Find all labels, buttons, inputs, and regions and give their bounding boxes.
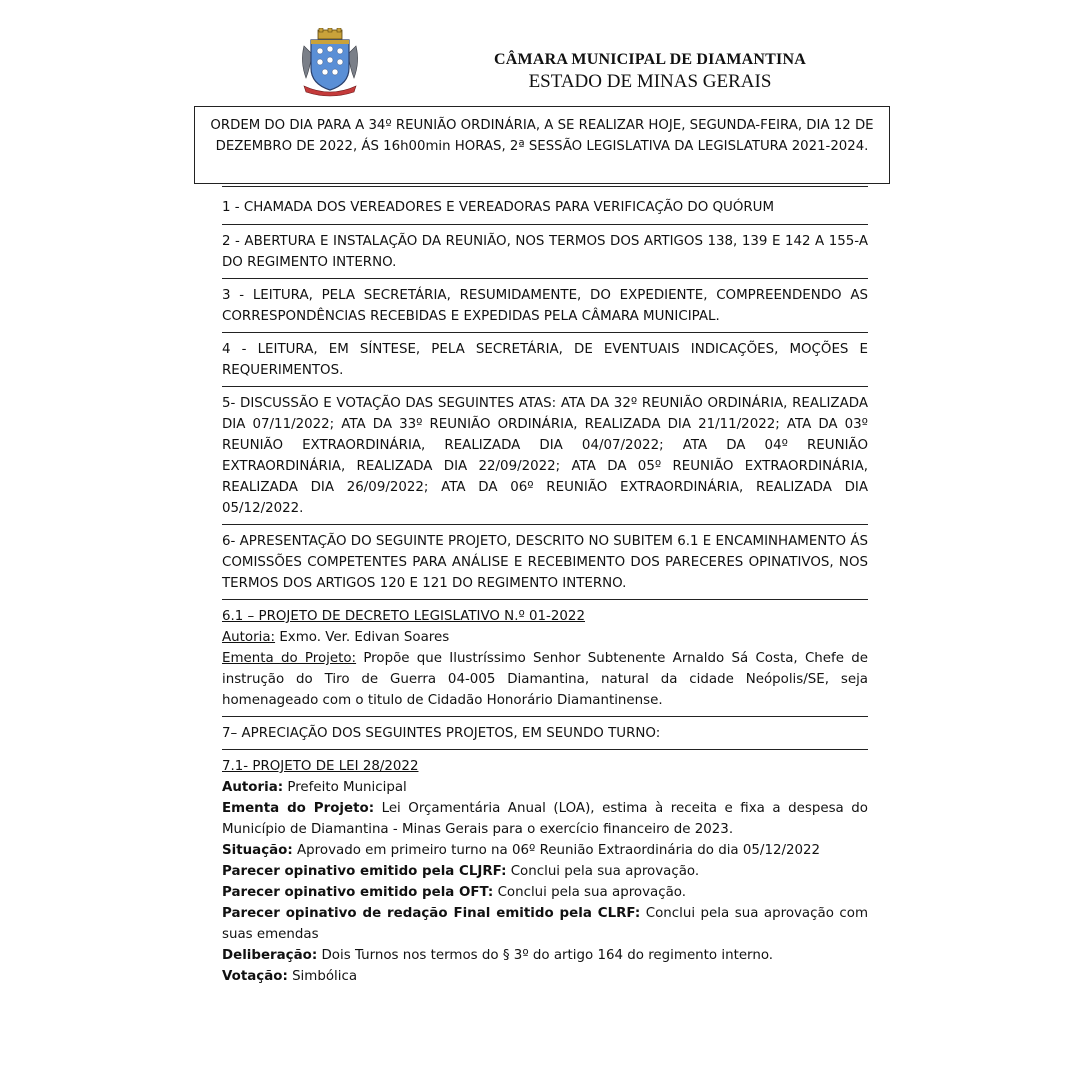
project-6-1-autoria — [222, 627, 868, 648]
project-7-1-title: 7.1- PROJETO DE LEI 28/2022 — [222, 759, 419, 774]
project-7-1-ementa — [222, 798, 868, 840]
project-7-1-deliberacao — [222, 945, 868, 966]
autoria-label: Autoria: — [222, 780, 284, 795]
divider — [222, 224, 868, 225]
agenda-item-5: 5- DISCUSSÃO E VOTAÇÃO DAS SEGUINTES ATAS: ATA DA 32º REUNIÃO ORDINÁRIA, REALIZADA DIA 07/11/2022; ATA DA 33º REUNIÃO ORDINÁRIA, REALIZADA DIA 21/11/2022; ATA DA 03º REUNIÃO EXTRAORDINÁRIA, REALIZADA DIA 04/07/2022; ATA DA 04º REUNIÃO EXTRAORDINÁRIA, REALIZADA DIA 22/09/2022; ATA DA 05º REUNIÃO EXTRAORDINÁRIA, REALIZADA DIA 26/09/2022; ATA DA 06º REUNIÃO EXTRAORDINÁRIA, REALIZADA DIA 05/12/2022. — [222, 396, 868, 516]
agenda-item-2: 2 - ABERTURA E INSTALAÇÃO DA REUNIÃO, NOS TERMOS DOS ARTIGOS 138, 139 E 142 A 155-A DO REGIMENTO INTERNO. — [222, 234, 868, 270]
municipal-coat-of-arms-icon — [298, 28, 362, 98]
project-7-1-oft — [222, 882, 868, 903]
deliberacao-value: Dois Turnos nos termos do § 3º do artigo 164 do regimento interno. — [321, 948, 774, 963]
project-7-1-autoria — [222, 777, 868, 798]
clrf-label: Parecer opinativo de redação Final emitido pela CLRF: — [222, 906, 641, 921]
cljrf-label: Parecer opinativo emitido pela CLJRF: — [222, 864, 507, 879]
agenda-item-3: 3 - LEITURA, PELA SECRETÁRIA, RESUMIDAMENTE, DO EXPEDIENTE, COMPREENDENDO AS CORRESPONDÊNCIAS RECEBIDAS E EXPEDIDAS PELA CÂMARA MUNICIPAL. — [222, 288, 868, 324]
state-name: ESTADO DE MINAS GERAIS — [528, 71, 772, 92]
autoria-label: Autoria: — [222, 630, 276, 645]
agenda-content — [222, 186, 868, 987]
divider — [222, 749, 868, 750]
institution-name: CÂMARA MUNICIPAL DE DIAMANTINA — [494, 51, 806, 68]
ementa-value: Propõe que Ilustríssimo Senhor Subtenente Arnaldo Sá Costa, Chefe de instrução do Tiro de Guerra 04-005 Diamantina, natural da cidade Neópolis/SE, seja homenageado com o titulo de Cidadão Honorário Diamantinense. — [222, 651, 868, 708]
ementa-value: Lei Orçamentária Anual (LOA), estima à receita e fixa a despesa do Município de Diamantina - Minas Gerais para o exercício financeiro de 2023. — [222, 801, 868, 837]
oft-label: Parecer opinativo emitido pela OFT: — [222, 885, 494, 900]
divider — [222, 599, 868, 600]
ementa-label: Ementa do Projeto: — [222, 651, 357, 666]
agenda-item-7: 7– APRECIAÇÃO DOS SEGUINTES PROJETOS, EM SEUNDO TURNO: — [222, 726, 661, 741]
divider — [222, 278, 868, 279]
project-7-1 — [222, 756, 868, 987]
project-7-1-cljrf — [222, 861, 868, 882]
agenda-item-4: 4 - LEITURA, EM SÍNTESE, PELA SECRETÁRIA, DE EVENTUAIS INDICAÇÕES, MOÇÕES E REQUERIMENTOS. — [222, 342, 868, 378]
agenda-item-6: 6- APRESENTAÇÃO DO SEGUINTE PROJETO, DESCRITO NO SUBITEM 6.1 E ENCAMINHAMENTO ÁS COMISSÕES COMPETENTES PARA ANÁLISE E RECEBIMENTO DOS PARECERES OPINATIVOS, NOS TERMOS DOS ARTIGOS 120 E 121 DO REGIMENTO INTERNO. — [222, 534, 868, 591]
divider — [222, 332, 868, 333]
cljrf-value: Conclui pela sua aprovação. — [510, 864, 700, 879]
project-7-1-situacao — [222, 840, 868, 861]
divider — [222, 524, 868, 525]
project-6-1 — [222, 606, 868, 711]
oft-value: Conclui pela sua aprovação. — [497, 885, 687, 900]
autoria-value: Prefeito Municipal — [287, 780, 407, 795]
project-7-1-votacao — [222, 966, 868, 987]
divider — [222, 186, 868, 187]
autoria-value: Exmo. Ver. Edivan Soares — [279, 630, 450, 645]
deliberacao-label: Deliberação: — [222, 948, 318, 963]
divider — [222, 386, 868, 387]
document-header — [450, 50, 850, 94]
votacao-label: Votação: — [222, 969, 288, 984]
project-6-1-title: 6.1 – PROJETO DE DECRETO LEGISLATIVO N.º 01-2022 — [222, 609, 585, 624]
order-of-day-title: ORDEM DO DIA PARA A 34º REUNIÃO ORDINÁRIA, A SE REALIZAR HOJE, SEGUNDA-FEIRA, DIA 12 DE DEZEMBRO DE 2022, ÁS 16h00min HORAS, 2ª SESSÃO LEGISLATIVA DA LEGISLATURA 2021-2024. — [194, 106, 890, 184]
divider — [222, 716, 868, 717]
votacao-value: Simbólica — [292, 969, 358, 984]
clrf-value: Conclui pela sua aprovação com suas emendas — [222, 906, 869, 942]
situacao-value: Aprovado em primeiro turno na 06º Reunião Extraordinária do dia 05/12/2022 — [297, 843, 821, 858]
project-6-1-ementa — [222, 648, 868, 711]
ementa-label: Ementa do Projeto: — [222, 801, 375, 816]
agenda-item-1: 1 - CHAMADA DOS VEREADORES E VEREADORAS PARA VERIFICAÇÃO DO QUÓRUM — [222, 200, 775, 215]
project-7-1-clrf — [222, 903, 868, 945]
situacao-label: Situação: — [222, 843, 293, 858]
